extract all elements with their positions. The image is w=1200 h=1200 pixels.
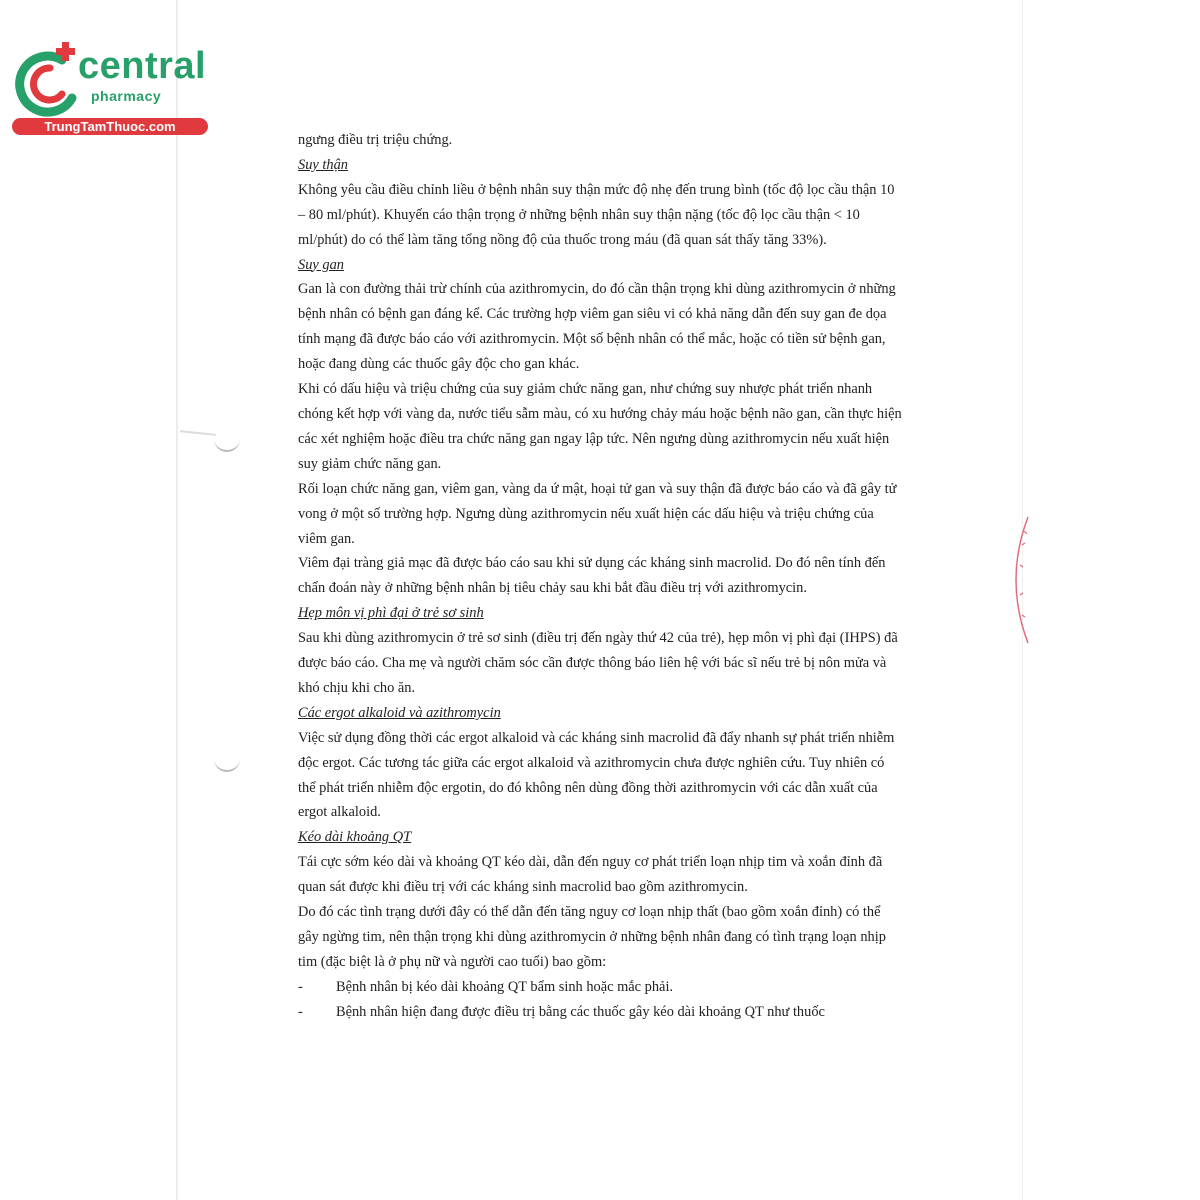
bullet-marker: - — [298, 978, 303, 995]
document-body — [298, 128, 902, 1025]
bullet-text: Bệnh nhân hiện đang được điều trị bằng các thuốc gây kéo dài khoảng QT như thuốc — [336, 1003, 825, 1020]
section-heading-renal: Suy thận — [298, 156, 348, 173]
binder-hole-mark — [214, 756, 240, 772]
section-heading-ihps: Hẹp môn vị phì đại ở trẻ sơ sinh — [298, 605, 484, 622]
paragraph: Do đó các tình trạng dưới đây có thể dẫn đến tăng nguy cơ loạn nhịp thất (bao gồm xoắn đỉnh) có thể gây ngừng tim, nên thận trọng khi dùng azithromycin ở những bệnh nhân đang có tình trạng loạn nhịp tim (đặc biệt là ở phụ nữ và người cao tuổi) bao gồm: — [298, 904, 886, 970]
binder-hole-mark — [214, 436, 240, 452]
section-heading-qt: Kéo dài khoảng QT — [298, 829, 412, 846]
red-stamp-fragment-icon — [1010, 515, 1030, 645]
paragraph: Khi có dấu hiệu và triệu chứng của suy giảm chức năng gan, như chứng suy nhược phát triển nhanh chóng kết hợp với vàng da, nước tiểu sẫm màu, có xu hướng chảy máu hoặc bệnh não gan, cần thực hiện các xét nghiệm hoặc điều tra chức năng gan ngay lập tức. Nên ngưng dùng azithromycin nếu xuất hiện suy giảm chức năng gan. — [298, 381, 902, 472]
paragraph: Không yêu cầu điều chỉnh liều ở bệnh nhân suy thận mức độ nhẹ đến trung bình (tốc độ lọc cầu thận 10 – 80 ml/phút). Khuyến cáo thận trọng ở những bệnh nhân suy thận nặng (tốc độ lọc cầu thận < 10 ml/phút) do có thể làm tăng tổng nồng độ của thuốc trong máu (đã quan sát thấy tăng 33%). — [298, 181, 895, 248]
section-heading-hepatic: Suy gan — [298, 256, 344, 273]
intro-line: ngưng điều trị triệu chứng. — [298, 132, 453, 148]
logo-brand-name: central — [78, 45, 207, 87]
page-edge-shadow — [176, 0, 178, 1200]
paragraph: Sau khi dùng azithromycin ở trẻ sơ sinh (điều trị đến ngày thứ 42 của trẻ), hẹp môn vị phì đại (IHPS) đã được báo cáo. Cha mẹ và người chăm sóc cần được thông báo liên hệ với bác sĩ nếu trẻ bị nôn mửa và khó chịu khi cho ăn. — [298, 630, 898, 696]
bullet-item — [298, 1000, 902, 1025]
bullet-marker: - — [298, 1003, 303, 1020]
paragraph: Viêm đại tràng giả mạc đã được báo cáo sau khi sử dụng các kháng sinh macrolid. Do đó nên tính đến chẩn đoán này ở những bệnh nhân bị tiêu chảy sau khi bắt đầu điều trị với azithromycin. — [298, 555, 886, 597]
paragraph: Rối loạn chức năng gan, viêm gan, vàng da ứ mật, hoại tử gan và suy thận đã được báo cáo và đã gây tử vong ở một số trường hợp. Ngưng dùng azithromycin nếu xuất hiện các dấu hiệu và triệu chứng của viêm gan. — [298, 480, 897, 547]
section-heading-ergot: Các ergot alkaloid và azithromycin — [298, 704, 501, 721]
bullet-text: Bệnh nhân bị kéo dài khoảng QT bẩm sinh hoặc mắc phải. — [336, 978, 674, 995]
paragraph: Việc sử dụng đồng thời các ergot alkaloid và các kháng sinh macrolid đã đẩy nhanh sự phát triển nhiễm độc ergot. Các tương tác giữa các ergot alkaloid và azithromycin chưa được nghiên cứu. Tuy nhiên có thể phát triển nhiễm độc ergotin, do đó không nên dùng đồng thời azithromycin với các dẫn xuất của ergot alkaloid. — [298, 729, 895, 821]
scan-smear-mark — [180, 430, 216, 436]
paragraph: Tái cực sớm kéo dài và khoảng QT kéo dài, dẫn đến nguy cơ phát triển loạn nhịp tim và xoắn đỉnh đã quan sát được khi điều trị với các kháng sinh macrolid bao gồm azithromycin. — [298, 854, 883, 896]
logo-website-banner: TrungTamThuoc.com — [12, 118, 208, 135]
bullet-item — [298, 975, 902, 1000]
paragraph: Gan là con đường thải trừ chính của azithromycin, do đó cần thận trọng khi dùng azithromycin ở những bệnh nhân có bệnh gan đáng kể. Các trường hợp viêm gan siêu vi có khả năng dẫn đến suy gan đe dọa tính mạng đã được báo cáo với azithromycin. Một số bệnh nhân có thể mắc, hoặc có tiền sử bệnh gan, hoặc đang dùng các thuốc gây độc cho gan khác. — [298, 281, 896, 373]
logo-tagline: pharmacy — [91, 88, 162, 104]
